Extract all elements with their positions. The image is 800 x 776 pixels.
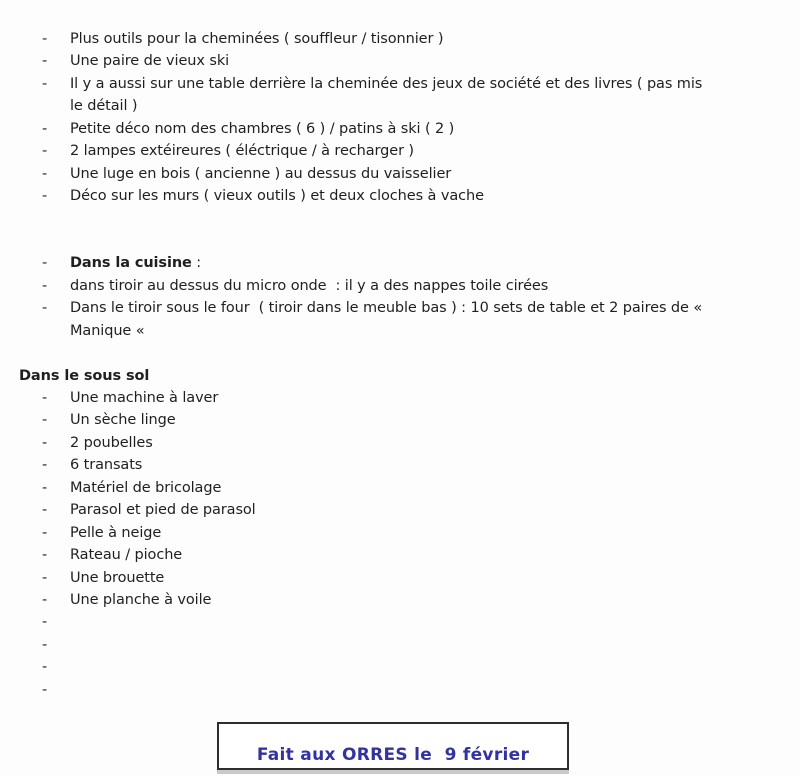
- list-item: [0, 275, 800, 297]
- bullet-dash: -: [42, 390, 48, 406]
- list-item-text: Une planche à voile: [70, 591, 212, 608]
- list-item: [0, 140, 800, 162]
- list-item-text: Un sèche linge: [70, 412, 176, 429]
- bullet-dash: -: [42, 591, 48, 608]
- list-item-empty: [0, 634, 800, 656]
- list-item-text: Une paire de vieux ski: [70, 53, 230, 70]
- list-item-text: Il y a aussi sur une table derrière la cheminée des jeux de société et des livres ( pas mis: [70, 75, 703, 92]
- list-item-text: Petite déco nom des chambres ( 6 ) / patins à ski ( 2 ): [70, 120, 455, 137]
- bullet-dash: -: [42, 524, 48, 541]
- bullet-dash: -: [42, 434, 48, 451]
- list-item-text: Dans le tiroir sous le four ( tiroir dans le meuble bas ) : 10 sets de table et 2 paires de «: [70, 300, 703, 317]
- list-item: [0, 544, 800, 566]
- bullet-dash: -: [42, 255, 48, 272]
- list-item: [0, 73, 800, 95]
- list-item: [0, 589, 800, 611]
- document-lines: [0, 28, 800, 701]
- bullet-dash: -: [42, 614, 48, 631]
- list-item-empty: [0, 679, 800, 701]
- list-item-text: Rateau / pioche: [70, 547, 183, 564]
- list-item: [0, 522, 800, 544]
- list-item-text: Manique «: [70, 322, 145, 339]
- list-item-continuation: [0, 95, 800, 117]
- list-item: [0, 185, 800, 207]
- blank-line: [0, 342, 800, 364]
- bullet-dash: -: [42, 188, 48, 205]
- date-stamp-text: Fait aux ORRES le 9 février: [256, 745, 530, 766]
- list-item-text: Plus outils pour la cheminées ( souffleur / tisonnier ): [70, 31, 444, 47]
- list-item: [0, 454, 800, 476]
- bullet-dash: -: [42, 502, 48, 519]
- bullet-dash: -: [42, 636, 48, 653]
- bullet-dash: -: [42, 120, 48, 137]
- list-item-text: dans tiroir au dessus du micro onde : il y a des nappes toile cirées: [70, 277, 549, 294]
- list-item: [0, 297, 800, 319]
- blank-line: [0, 230, 800, 252]
- bullet-dash: -: [42, 412, 48, 429]
- bullet-dash: -: [42, 457, 48, 474]
- bullet-dash: -: [42, 143, 48, 160]
- list-item-text: 6 transats: [70, 457, 143, 474]
- list-item-suffix: :: [191, 255, 202, 272]
- list-item-empty: [0, 656, 800, 678]
- section-heading-label: Dans le sous sol: [19, 367, 150, 384]
- bullet-dash: -: [42, 569, 48, 586]
- bullet-dash: -: [42, 300, 48, 317]
- list-item: [0, 477, 800, 499]
- list-item-text: Une luge en bois ( ancienne ) au dessus du vaisselier: [70, 165, 452, 182]
- bullet-dash: -: [42, 479, 48, 496]
- list-item: [0, 163, 800, 185]
- bullet-dash: -: [42, 681, 48, 698]
- bullet-dash: -: [42, 277, 48, 294]
- bullet-dash: -: [42, 547, 48, 564]
- list-item: [0, 499, 800, 521]
- list-item-text: Une machine à laver: [70, 390, 219, 406]
- bullet-dash: -: [42, 53, 48, 70]
- list-item-text: 2 poubelles: [70, 434, 153, 451]
- list-item: [0, 567, 800, 589]
- list-item: [0, 28, 800, 50]
- list-item: [0, 409, 800, 431]
- list-item-text: Dans la cuisine: [70, 255, 192, 272]
- bullet-dash: -: [42, 31, 48, 47]
- bullet-dash: -: [42, 75, 48, 92]
- list-item-text: 2 lampes extéireures ( éléctrique / à recharger ): [70, 143, 414, 160]
- list-item-text: Parasol et pied de parasol: [70, 502, 256, 519]
- list-item: [0, 432, 800, 454]
- list-item-text: le détail ): [70, 98, 138, 115]
- list-item: [0, 252, 800, 274]
- section-heading: [0, 365, 800, 387]
- date-stamp-box: [217, 722, 569, 770]
- blank-line: [0, 208, 800, 230]
- list-item: [0, 118, 800, 140]
- list-item-continuation: [0, 320, 800, 342]
- list-item: [0, 50, 800, 72]
- list-item-text: Une brouette: [70, 569, 165, 586]
- bullet-dash: -: [42, 659, 48, 676]
- list-item-text: Pelle à neige: [70, 524, 162, 541]
- list-item: [0, 387, 800, 409]
- bullet-dash: -: [42, 165, 48, 182]
- list-item-text: Déco sur les murs ( vieux outils ) et deux cloches à vache: [70, 188, 484, 205]
- list-item-text: Matériel de bricolage: [70, 479, 222, 496]
- list-item-empty: [0, 611, 800, 633]
